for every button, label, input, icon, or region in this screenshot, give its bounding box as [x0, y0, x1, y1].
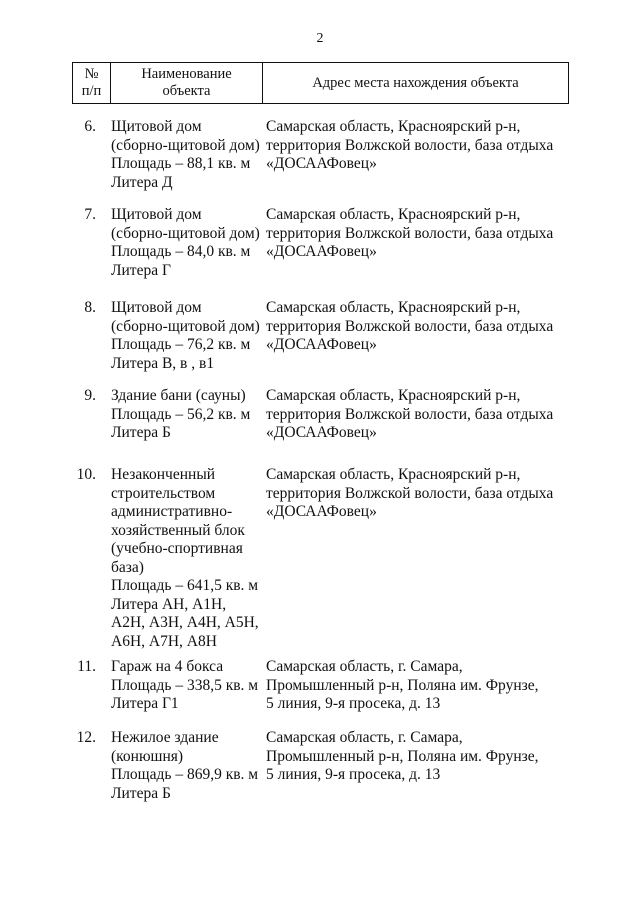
- item-address-line: «ДОСААФовец»: [266, 243, 377, 260]
- item-name: [111, 387, 263, 443]
- item-address-line: Промышленный р-н, Поляна им. Фрунзе,: [266, 747, 539, 765]
- item-name-line: Щитовой дом: [111, 206, 202, 223]
- item-name-line: Здание бани (сауны): [111, 387, 246, 404]
- item-name-line: Щитовой дом: [111, 299, 202, 316]
- item-name: [111, 299, 263, 373]
- item-name-line: Незаконченный: [111, 466, 216, 483]
- item-name-line: (конюшня): [111, 747, 184, 765]
- item-number: 10.: [76, 466, 96, 483]
- header-number-line1: №: [84, 66, 99, 82]
- item-name-line: (сборно-щитовой дом): [111, 136, 260, 154]
- item-name-line: Щитовой дом: [111, 118, 202, 135]
- item-address-line: территория Волжской волости, база отдыха: [266, 484, 554, 502]
- item-address-line: Самарская область, Красноярский р-н,: [266, 206, 521, 223]
- item-address-line: Самарская область, г. Самара,: [266, 658, 463, 675]
- item-name-line: (сборно-щитовой дом): [111, 224, 260, 242]
- item-number: 12.: [76, 729, 96, 746]
- item-name: [111, 206, 263, 280]
- item-number: 8.: [84, 299, 96, 316]
- item-name-line: строительством: [111, 484, 216, 502]
- item-name: [111, 466, 263, 651]
- item-name-line: Литера Б: [111, 424, 171, 441]
- item-address: [266, 658, 566, 714]
- item-address-line: территория Волжской волости, база отдыха: [266, 224, 554, 242]
- item-number: 11.: [77, 658, 96, 675]
- item-name-line: административно-: [111, 503, 233, 520]
- item-address-line: 5 линия, 9-я просека, д. 13: [266, 766, 441, 783]
- header-name-line1: Наименование: [141, 66, 232, 82]
- item-name-line: Площадь – 338,5 кв. м: [111, 676, 259, 694]
- item-name-line: база): [111, 558, 144, 576]
- item-address-line: Самарская область, Красноярский р-н,: [266, 118, 521, 135]
- item-address: [266, 118, 566, 174]
- item-address-line: «ДОСААФовец»: [266, 503, 377, 520]
- item-name-line: Литера Б: [111, 784, 171, 802]
- item-name-line: А6Н, А7Н, А8Н: [111, 632, 217, 650]
- item-address-line: территория Волжской волости, база отдыха: [266, 136, 554, 154]
- item-number: 7.: [84, 206, 96, 223]
- page-number: 2: [316, 31, 324, 46]
- item-address-line: «ДОСААФовец»: [266, 155, 377, 172]
- item-name-line: Площадь – 88,1 кв. м: [111, 155, 251, 172]
- item-name: [111, 729, 263, 803]
- item-name-line: (сборно-щитовой дом): [111, 317, 260, 335]
- item-name-line: Площадь – 641,5 кв. м: [111, 577, 259, 594]
- item-address-line: 5 линия, 9-я просека, д. 13: [266, 695, 441, 712]
- item-name-line: Площадь – 84,0 кв. м: [111, 243, 251, 260]
- item-address: [266, 466, 566, 522]
- item-name-line: Площадь – 56,2 кв. м: [111, 405, 251, 423]
- item-address: [266, 206, 566, 262]
- item-name-line: Гараж на 4 бокса: [111, 658, 224, 675]
- item-address-line: Самарская область, Красноярский р-н,: [266, 466, 521, 483]
- item-address-line: Промышленный р-н, Поляна им. Фрунзе,: [266, 676, 539, 694]
- item-address: [266, 729, 566, 785]
- header-number-line2: п/п: [81, 83, 102, 99]
- item-address-line: «ДОСААФовец»: [266, 424, 377, 441]
- item-address-line: Самарская область, Красноярский р-н,: [266, 299, 521, 316]
- item-number: 9.: [84, 387, 96, 404]
- header-name-line2: объекта: [162, 83, 211, 99]
- item-address: [266, 387, 566, 443]
- item-name: [111, 118, 263, 192]
- item-name: [111, 658, 263, 714]
- item-name-line: хозяйственный блок: [111, 521, 245, 539]
- item-address-line: территория Волжской волости, база отдыха: [266, 405, 554, 423]
- item-address: [266, 299, 566, 355]
- item-address-line: Самарская область, Красноярский р-н,: [266, 387, 521, 404]
- item-name-line: Литера Д: [111, 173, 173, 191]
- item-name-line: Литера В, в , в1: [111, 354, 215, 372]
- item-name-line: Литера АН, А1Н,: [111, 595, 227, 613]
- item-address-line: «ДОСААФовец»: [266, 336, 377, 353]
- item-name-line: Нежилое здание: [111, 729, 219, 746]
- item-name-line: Литера Г: [111, 261, 171, 279]
- item-name-line: Площадь – 76,2 кв. м: [111, 336, 251, 353]
- item-name-line: (учебно-спортивная: [111, 540, 243, 557]
- item-address-line: территория Волжской волости, база отдыха: [266, 317, 554, 335]
- item-address-line: Самарская область, г. Самара,: [266, 729, 463, 746]
- item-name-line: Литера Г1: [111, 695, 179, 712]
- item-number: 6.: [84, 118, 96, 135]
- item-name-line: А2Н, А3Н, А4Н, А5Н,: [111, 614, 259, 631]
- header-address: Адрес места нахождения объекта: [312, 74, 519, 91]
- item-name-line: Площадь – 869,9 кв. м: [111, 766, 259, 783]
